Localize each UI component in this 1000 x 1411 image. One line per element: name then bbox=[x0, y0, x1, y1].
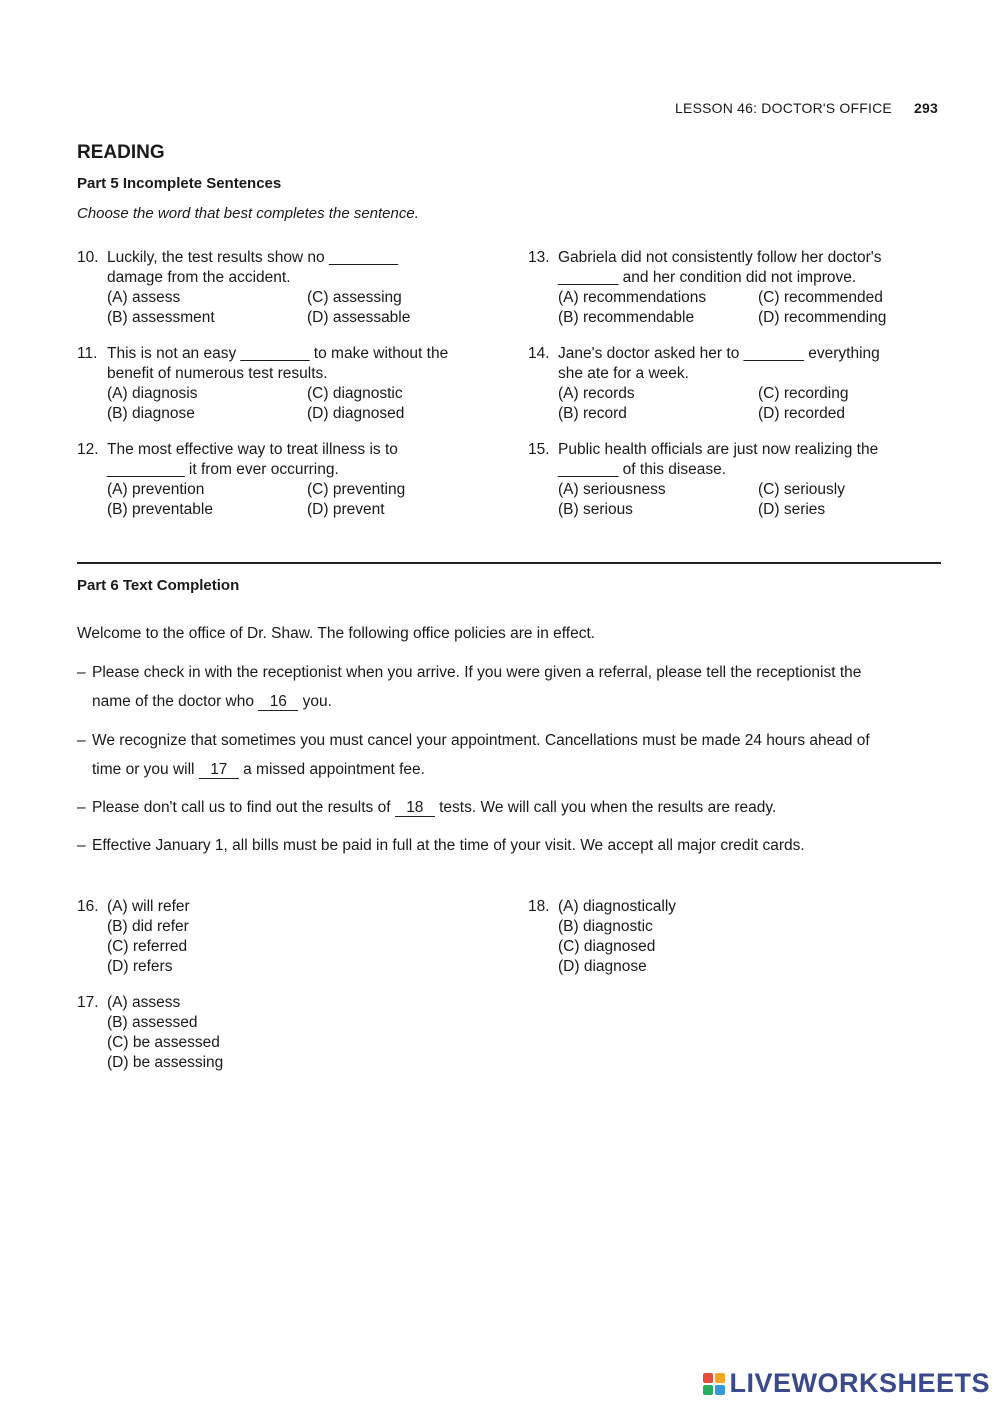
question-number: 14. bbox=[528, 345, 550, 362]
logo-square bbox=[703, 1385, 713, 1395]
option-d[interactable]: (D) be assessing bbox=[107, 1054, 224, 1071]
logo-grid-icon bbox=[703, 1373, 725, 1395]
passage-bullet-1: – Please check in with the receptionist when you arrive. If you were given a referral, please tell the receptionist the name of the doctor who 16 you. bbox=[77, 664, 862, 710]
page-number: 293 bbox=[914, 100, 938, 116]
passage-text: Please don't call us to find out the results of bbox=[92, 799, 391, 816]
question-11 bbox=[77, 344, 497, 424]
option-b[interactable]: (B) diagnose bbox=[107, 405, 195, 422]
option-b[interactable]: (B) assessment bbox=[107, 309, 215, 326]
question-10 bbox=[77, 248, 497, 328]
option-d[interactable]: (D) assessable bbox=[307, 309, 411, 326]
question-line: Gabriela did not consistently follow her doctor's bbox=[558, 249, 882, 266]
option-a[interactable]: (A) will refer bbox=[107, 898, 190, 915]
option-c[interactable]: (C) recording bbox=[758, 385, 849, 402]
question-number: 15. bbox=[528, 441, 550, 458]
passage-bullet-4: – Effective January 1, all bills must be paid in full at the time of your visit. We accept all major credit cards. bbox=[77, 831, 947, 860]
passage-text: Please check in with the receptionist when you arrive. If you were given a referral, please tell the receptionist the bbox=[92, 664, 862, 681]
option-c[interactable]: (C) diagnosed bbox=[558, 938, 656, 955]
question-14 bbox=[528, 344, 948, 424]
question-line: Jane's doctor asked her to _______ everything bbox=[558, 345, 880, 362]
option-b[interactable]: (B) did refer bbox=[107, 918, 189, 935]
option-c[interactable]: (C) preventing bbox=[307, 481, 406, 498]
option-c[interactable]: (C) seriously bbox=[758, 481, 845, 498]
passage-intro: Welcome to the office of Dr. Shaw. The following office policies are in effect. bbox=[77, 625, 596, 642]
logo-square bbox=[715, 1373, 725, 1383]
option-a[interactable]: (A) recommendations bbox=[558, 289, 707, 306]
option-a[interactable]: (A) prevention bbox=[107, 481, 205, 498]
question-18 bbox=[528, 897, 676, 977]
option-b[interactable]: (B) recommendable bbox=[558, 309, 695, 326]
question-line: _________ it from ever occurring. bbox=[107, 461, 339, 478]
option-a[interactable]: (A) diagnosis bbox=[107, 385, 198, 402]
logo-square bbox=[715, 1385, 725, 1395]
page-header bbox=[675, 100, 938, 116]
blank-18[interactable]: 18 bbox=[395, 799, 435, 817]
blank-16[interactable]: 16 bbox=[258, 693, 298, 711]
part5-instruction: Choose the word that best completes the sentence. bbox=[77, 205, 419, 222]
passage-text: time or you will bbox=[92, 761, 195, 778]
option-b[interactable]: (B) assessed bbox=[107, 1014, 198, 1031]
question-15 bbox=[528, 440, 948, 520]
part6-title: Part 6 Text Completion bbox=[77, 577, 240, 594]
option-c[interactable]: (C) referred bbox=[107, 938, 188, 955]
question-line: damage from the accident. bbox=[107, 269, 291, 286]
passage-bullet-3: – Please don't call us to find out the results of 18 tests. We will call you when the results are ready. bbox=[77, 799, 777, 816]
liveworksheets-logo bbox=[703, 1368, 990, 1399]
question-line: she ate for a week. bbox=[558, 365, 689, 382]
question-line: _______ and her condition did not improve. bbox=[558, 269, 857, 286]
section-divider bbox=[77, 562, 941, 564]
option-d[interactable]: (D) recommending bbox=[758, 309, 887, 326]
option-a[interactable]: (A) diagnostically bbox=[558, 898, 677, 915]
question-line: The most effective way to treat illness is to bbox=[107, 441, 398, 458]
option-d[interactable]: (D) recorded bbox=[758, 405, 845, 422]
option-a[interactable]: (A) seriousness bbox=[558, 481, 666, 498]
option-d[interactable]: (D) diagnosed bbox=[307, 405, 405, 422]
question-13 bbox=[528, 248, 948, 328]
option-b[interactable]: (B) record bbox=[558, 405, 627, 422]
question-16 bbox=[77, 897, 190, 977]
passage-text: tests. We will call you when the results are ready. bbox=[439, 799, 777, 816]
question-line: Luckily, the test results show no ________ bbox=[107, 249, 398, 266]
option-a[interactable]: (A) records bbox=[558, 385, 635, 402]
option-d[interactable]: (D) series bbox=[758, 501, 826, 518]
logo-text: LIVEWORKSHEETS bbox=[729, 1368, 990, 1398]
question-number: 17. bbox=[77, 994, 99, 1011]
question-number: 10. bbox=[77, 249, 99, 266]
option-b[interactable]: (B) diagnostic bbox=[558, 918, 653, 935]
passage-text: Effective January 1, all bills must be paid in full at the time of your visit. We accept all major credit cards. bbox=[92, 837, 805, 854]
option-b[interactable]: (B) preventable bbox=[107, 501, 213, 518]
option-c[interactable]: (C) diagnostic bbox=[307, 385, 403, 402]
passage-text: a missed appointment fee. bbox=[243, 761, 425, 778]
passage-text: you. bbox=[302, 693, 332, 710]
blank-17[interactable]: 17 bbox=[199, 761, 239, 779]
section-title: READING bbox=[77, 142, 165, 163]
question-number: 18. bbox=[528, 898, 550, 915]
option-a[interactable]: (A) assess bbox=[107, 994, 181, 1011]
option-d[interactable]: (D) refers bbox=[107, 958, 173, 975]
question-number: 13. bbox=[528, 249, 550, 266]
option-d[interactable]: (D) prevent bbox=[307, 501, 385, 518]
option-c[interactable]: (C) be assessed bbox=[107, 1034, 220, 1051]
passage-text: We recognize that sometimes you must cancel your appointment. Cancellations must be made 24 hours ahead of bbox=[92, 732, 870, 749]
part5-title: Part 5 Incomplete Sentences bbox=[77, 175, 282, 192]
option-a[interactable]: (A) assess bbox=[107, 289, 181, 306]
question-12 bbox=[77, 440, 497, 520]
question-line: Public health officials are just now realizing the bbox=[558, 441, 879, 458]
question-17 bbox=[77, 993, 223, 1073]
question-number: 11. bbox=[77, 345, 98, 362]
question-line: benefit of numerous test results. bbox=[107, 365, 328, 382]
option-b[interactable]: (B) serious bbox=[558, 501, 633, 518]
passage-bullet-2: – We recognize that sometimes you must cancel your appointment. Cancellations must be made 24 hours ahead of time or you will 17 a missed appointment fee. bbox=[77, 732, 870, 778]
question-line: _______ of this disease. bbox=[558, 461, 727, 478]
logo-square bbox=[703, 1373, 713, 1383]
question-number: 12. bbox=[77, 441, 99, 458]
passage-text: name of the doctor who bbox=[92, 693, 254, 710]
option-c[interactable]: (C) assessing bbox=[307, 289, 402, 306]
question-number: 16. bbox=[77, 898, 99, 915]
option-c[interactable]: (C) recommended bbox=[758, 289, 883, 306]
option-d[interactable]: (D) diagnose bbox=[558, 958, 647, 975]
lesson-title: LESSON 46: DOCTOR'S OFFICE bbox=[675, 100, 892, 116]
question-line: This is not an easy ________ to make without the bbox=[107, 345, 449, 362]
